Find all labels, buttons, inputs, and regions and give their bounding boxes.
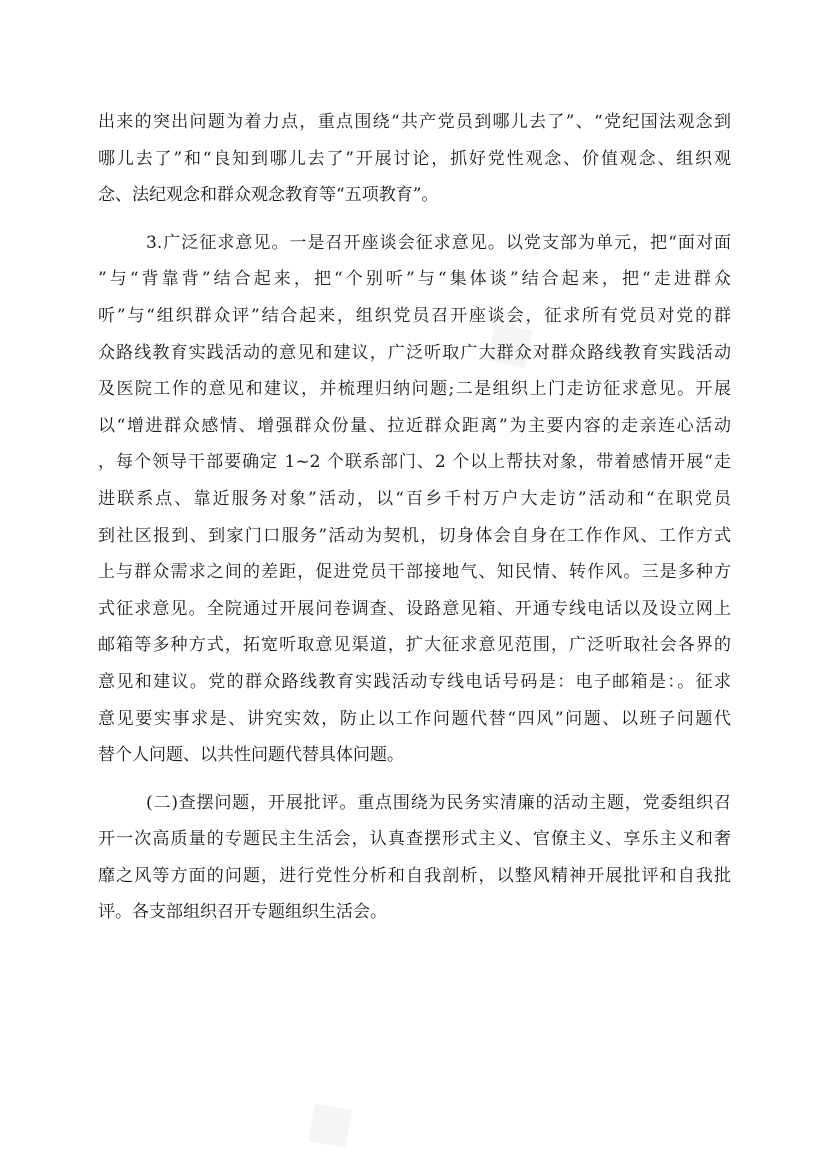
text-line: 意见和建议。党的群众路线教育实践活动专线电话号码是：电子邮箱是：。征求 <box>98 671 731 692</box>
text-line: 进联系点、靠近服务对象”活动，以“百乡千村万户大走访”活动和“在职党员 <box>98 488 731 509</box>
text-line: ”与“背靠背”结合起来，把“个别听”与“集体谈”结合起来，把“走进群众 <box>98 269 731 290</box>
watermark: ◆ <box>281 1071 373 1171</box>
text-line: 众路线教育实践活动的意见和建议，广泛听取广大群众对群众路线教育实践活动 <box>98 342 731 363</box>
text-line: ，每个领导干部要确定 1~2 个联系部门、2 个以上帮扶对象，带着感情开展“走 <box>98 452 731 473</box>
paragraph-gap <box>98 774 731 785</box>
paragraph <box>98 225 731 774</box>
text-line: 及医院工作的意见和建议，并梳理归纳问题;二是组织上门走访征求意见。开展 <box>98 379 731 400</box>
text-line: 替个人问题、以共性问题代替具体问题。 <box>98 745 404 766</box>
watermark: ◆ <box>461 291 553 391</box>
text-line: 靡之风等方面的问题，进行党性分析和自我剖析，以整风精神开展批评和自我批 <box>98 865 731 886</box>
paragraph <box>98 785 731 931</box>
text-line: 意见要实事求是、讲究实效，防止以工作问题代替“四风”问题、以班子问题代 <box>98 708 731 729</box>
text-line: 上与群众需求之间的差距，促进党员干部接地气、知民情、转作风。三是多种方 <box>98 562 731 583</box>
text-line: 听”与“组织群众评”结合起来，组织党员召开座谈会，征求所有党员对党的群 <box>98 305 731 326</box>
text-line: (二)查摆问题，开展批评。重点围绕为民务实清廉的活动主题，党委组织召 <box>146 792 731 813</box>
text-line: 开一次高质量的专题民主生活会，认真查摆形式主义、官僚主义、享乐主义和奢 <box>98 829 731 850</box>
text-line: 以“增进群众感情、增强群众份量、拉近群众距离”为主要内容的走亲连心活动 <box>98 415 731 436</box>
text-line: 出来的突出问题为着力点，重点围绕“共产党员到哪儿去了”、“党纪国法观念到 <box>98 112 731 132</box>
text-line: 评。各支部组织召开专题组织生活会。 <box>98 902 387 923</box>
text-line: 哪儿去了”和“良知到哪儿去了”开展讨论，抓好党性观念、价值观念、组织观 <box>98 148 731 169</box>
paragraph-gap <box>98 214 731 225</box>
document-body <box>98 104 731 931</box>
text-line: 式征求意见。全院通过开展问卷调查、设路意见箱、开通专线电话以及设立网上 <box>98 598 731 619</box>
text-line: 3.广泛征求意见。一是召开座谈会征求意见。以党支部为单元，把“面对面 <box>146 232 731 253</box>
paragraph <box>98 104 731 214</box>
text-line: 邮箱等多种方式，拓宽听取意见渠道，扩大征求意见范围，广泛听取社会各界的 <box>98 635 731 656</box>
text-line: 念、法纪观念和群众观念教育等“五项教育”。 <box>98 185 439 206</box>
text-line: 到社区报到、到家门口服务”活动为契机，切身体会自身在工作作风、工作方式 <box>98 525 731 546</box>
